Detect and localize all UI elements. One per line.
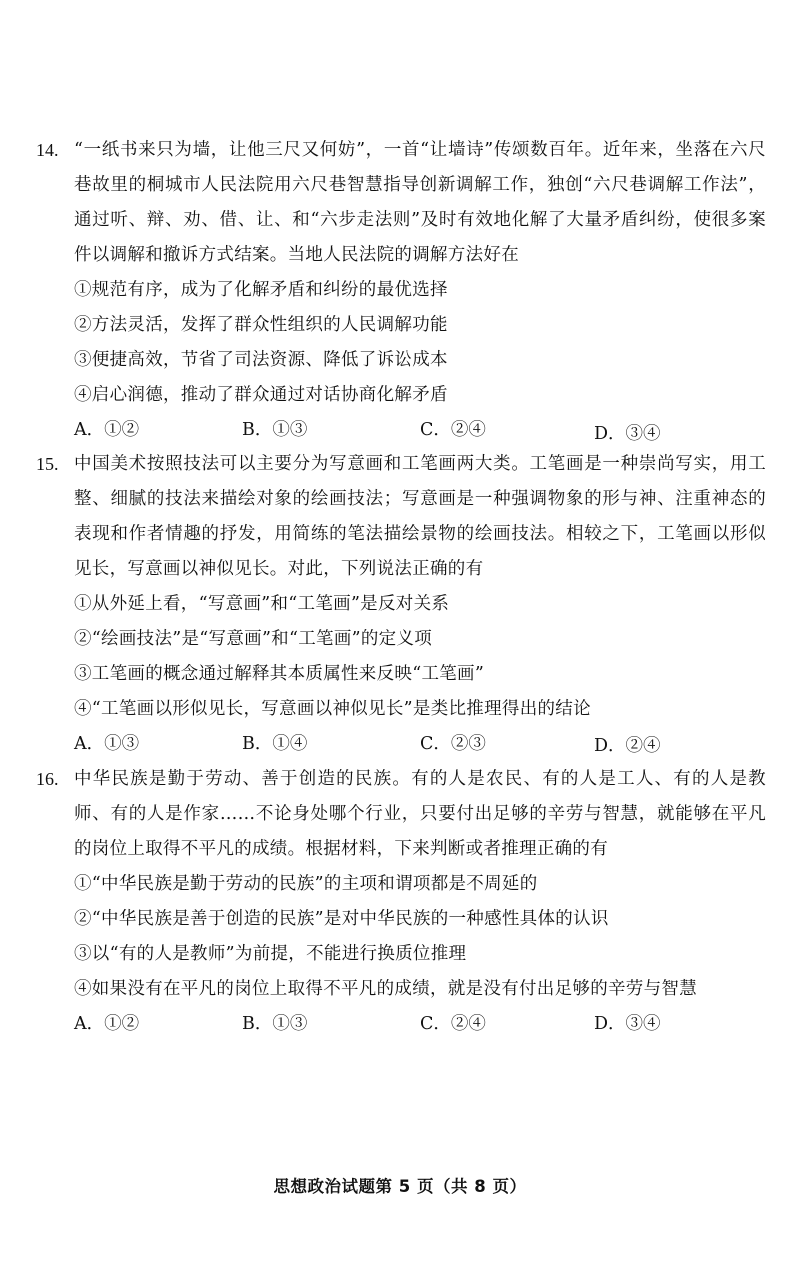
question-15	[36, 447, 766, 762]
question-text: “一纸书来只为墙，让他三尺又何妨”，一首“让墙诗”传颂数百年。近年来，坐落在六尺巷故里的桐城市人民法院用六尺巷智慧指导创新调解工作，独创“六尺巷调解工作法”，通过听、辩、劝、借、让、和“六步走法则”及时有效地化解了大量矛盾纠纷，使很多案件以调解和撤诉方式结案。当地人民法院的调解方法好在	[74, 140, 766, 265]
question-number: 14.	[36, 140, 59, 160]
question-number: 15.	[36, 454, 59, 474]
statement-4: ④“工笔画以形似见长，写意画以神似见长”是类比推理得出的结论	[74, 699, 591, 719]
option-d[interactable]: D．③④	[594, 424, 661, 444]
question-text: 中华民族是勤于劳动、善于创造的民族。有的人是农民、有的人是工人、有的人是教师、有的人是作家……不论身处哪个行业，只要付出足够的辛劳与智慧，就能够在平凡的岗位上取得不平凡的成绩。根据材料，下来判断或者推理正确的有	[74, 769, 766, 859]
answer-options	[74, 413, 766, 448]
option-c[interactable]: C．②④	[420, 1014, 486, 1034]
statement-2: ②“绘画技法”是“写意画”和“工笔画”的定义项	[74, 629, 433, 649]
option-a[interactable]: A．①③	[74, 734, 140, 754]
statement-1: ①“中华民族是勤于劳动的民族”的主项和谓项都是不周延的	[74, 874, 538, 894]
option-b[interactable]: B．①④	[242, 734, 308, 754]
statement-2: ②“中华民族是善于创造的民族”是对中华民族的一种感性具体的认识	[74, 909, 609, 929]
statement-1: ①规范有序，成为了化解矛盾和纠纷的最优选择	[74, 280, 448, 300]
statement-4: ④如果没有在平凡的岗位上取得不平凡的成绩，就是没有付出足够的辛劳与智慧	[74, 979, 697, 999]
option-d[interactable]: D．②④	[594, 736, 661, 756]
option-d[interactable]: D．③④	[594, 1014, 661, 1034]
answer-options	[74, 727, 766, 762]
question-stem	[36, 447, 766, 587]
option-a[interactable]: A．①②	[74, 420, 140, 440]
question-14	[36, 133, 766, 448]
statement-1: ①从外延上看，“写意画”和“工笔画”是反对关系	[74, 594, 450, 614]
option-c[interactable]: C．②④	[420, 420, 486, 440]
option-c[interactable]: C．②③	[420, 734, 486, 754]
option-b[interactable]: B．①③	[242, 1014, 308, 1034]
statement-3: ③工笔画的概念通过解释其本质属性来反映“工笔画”	[74, 664, 485, 684]
statement-3: ③便捷高效，节省了司法资源、降低了诉讼成本	[74, 350, 448, 370]
question-text: 中国美术按照技法可以主要分为写意画和工笔画两大类。工笔画是一种崇尚写实，用工整、细腻的技法来描绘对象的绘画技法；写意画是一种强调物象的形与神、注重神态的表现和作者情趣的抒发，用简练的笔法描绘景物的绘画技法。相较之下，工笔画以形似见长，写意画以神似见长。对此，下列说法正确的有	[74, 454, 766, 579]
question-stem	[36, 133, 766, 273]
answer-options	[74, 1007, 766, 1042]
question-stem	[36, 762, 766, 867]
statement-2: ②方法灵活，发挥了群众性组织的人民调解功能	[74, 315, 448, 335]
question-number: 16.	[36, 769, 59, 789]
question-16	[36, 762, 766, 1042]
option-a[interactable]: A．①②	[74, 1014, 140, 1034]
option-b[interactable]: B．①③	[242, 420, 308, 440]
statement-4: ④启心润德，推动了群众通过对话协商化解矛盾	[74, 385, 448, 405]
page-footer: 思想政治试题第 5 页（共 8 页）	[273, 1177, 527, 1196]
statement-3: ③以“有的人是教师”为前提，不能进行换质位推理	[74, 944, 467, 964]
